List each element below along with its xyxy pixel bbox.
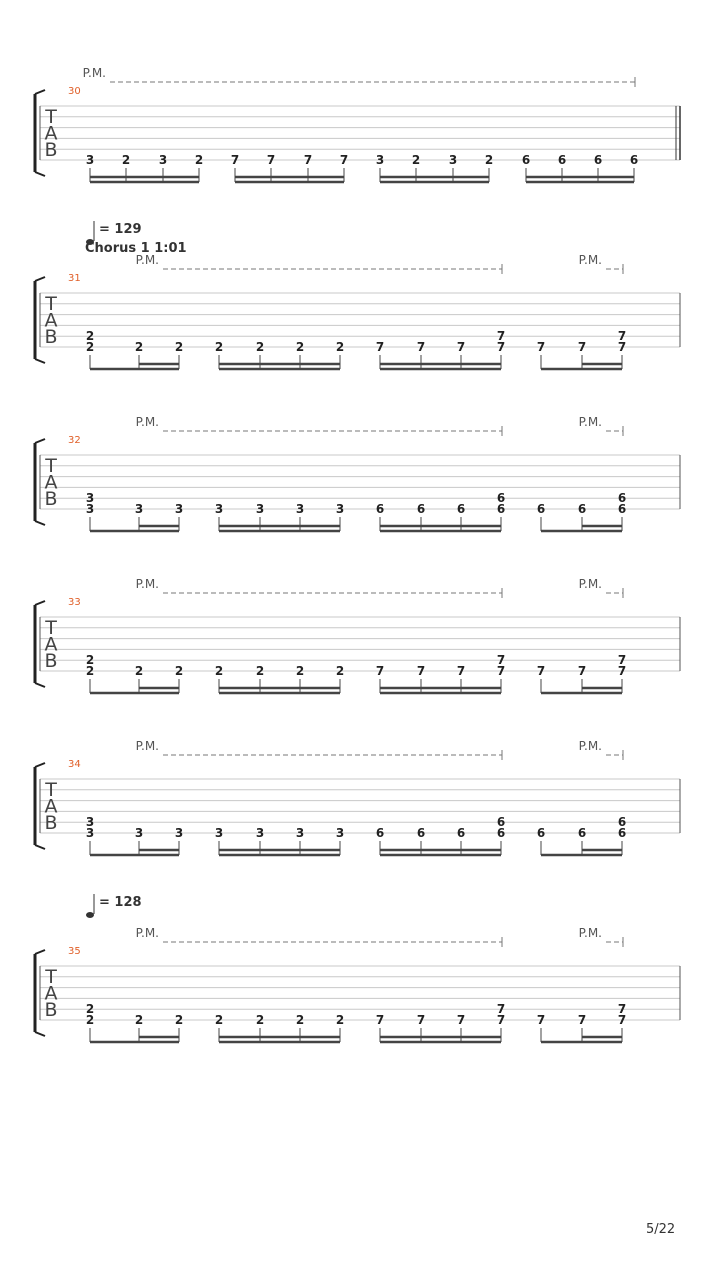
fret-number: 2 <box>134 1013 144 1027</box>
fret-number: 2 <box>255 664 265 678</box>
fret-number: 2 <box>214 664 224 678</box>
fret-number: 6 <box>375 502 385 516</box>
fret-number: 3 <box>85 815 95 829</box>
fret-number: 6 <box>496 815 506 829</box>
fret-number: 7 <box>536 1013 546 1027</box>
fret-number: 6 <box>617 491 627 505</box>
fret-number: 3 <box>85 502 95 516</box>
fret-number: 6 <box>496 826 506 840</box>
measure-number: 31 <box>68 273 81 284</box>
fret-number: 7 <box>617 1002 627 1016</box>
fret-number: 6 <box>577 502 587 516</box>
palm-mute-label: P.M. <box>578 739 602 753</box>
fret-number: 2 <box>335 664 345 678</box>
palm-mute-label: P.M. <box>578 415 602 429</box>
tab-system <box>35 221 680 369</box>
tempo-marking: = 128 <box>99 895 142 910</box>
tab-system <box>35 739 680 855</box>
fret-number: 7 <box>496 653 506 667</box>
fret-number: 2 <box>194 153 204 167</box>
palm-mute-label: P.M. <box>135 253 159 267</box>
fret-number: 3 <box>174 502 184 516</box>
fret-number: 3 <box>174 826 184 840</box>
fret-number: 6 <box>496 491 506 505</box>
fret-number: 7 <box>577 340 587 354</box>
bracket-top-hook <box>35 950 45 954</box>
fret-number: 2 <box>85 653 95 667</box>
fret-number: 2 <box>214 340 224 354</box>
bracket-top-hook <box>35 601 45 605</box>
fret-number: 6 <box>617 502 627 516</box>
fret-number: 7 <box>496 340 506 354</box>
fret-number: 3 <box>134 502 144 516</box>
fret-number: 6 <box>617 826 627 840</box>
palm-mute-label: P.M. <box>578 577 602 591</box>
bracket-bottom-hook <box>35 683 45 687</box>
fret-number: 2 <box>174 664 184 678</box>
fret-number: 2 <box>255 340 265 354</box>
fret-number: 7 <box>496 1002 506 1016</box>
fret-number: 7 <box>375 340 385 354</box>
tab-system <box>35 577 680 693</box>
bracket-bottom-hook <box>35 1032 45 1036</box>
measure-number: 35 <box>68 946 81 957</box>
fret-number: 6 <box>629 153 639 167</box>
fret-number: 2 <box>85 340 95 354</box>
fret-number: 7 <box>339 153 349 167</box>
fret-number: 2 <box>85 664 95 678</box>
fret-number: 7 <box>536 664 546 678</box>
tab-clef-letter: A <box>44 309 58 332</box>
fret-number: 3 <box>295 502 305 516</box>
fret-number: 6 <box>617 815 627 829</box>
tab-clef-letter: T <box>45 293 57 315</box>
fret-number: 2 <box>335 340 345 354</box>
fret-number: 2 <box>134 664 144 678</box>
fret-number: 6 <box>536 502 546 516</box>
measure-number: 30 <box>68 86 81 97</box>
tab-clef-letter: B <box>44 326 58 348</box>
fret-number: 2 <box>295 340 305 354</box>
fret-number: 2 <box>174 340 184 354</box>
tab-clef-letter: A <box>44 633 58 656</box>
fret-number: 2 <box>335 1013 345 1027</box>
fret-number: 7 <box>577 664 587 678</box>
tab-clef-letter: A <box>44 471 58 494</box>
fret-number: 6 <box>536 826 546 840</box>
fret-number: 2 <box>411 153 421 167</box>
tab-clef-letter: T <box>45 617 57 639</box>
fret-number: 2 <box>134 340 144 354</box>
fret-number: 7 <box>266 153 276 167</box>
fret-number: 7 <box>416 664 426 678</box>
bracket-bottom-hook <box>35 521 45 525</box>
palm-mute-label: P.M. <box>135 577 159 591</box>
fret-number: 7 <box>375 1013 385 1027</box>
fret-number: 3 <box>214 502 224 516</box>
fret-number: 6 <box>375 826 385 840</box>
fret-number: 7 <box>456 664 466 678</box>
fret-number: 2 <box>85 329 95 343</box>
tab-clef-letter: B <box>44 650 58 672</box>
fret-number: 7 <box>456 340 466 354</box>
fret-number: 2 <box>295 1013 305 1027</box>
fret-number: 6 <box>557 153 567 167</box>
palm-mute-label: P.M. <box>135 415 159 429</box>
fret-number: 7 <box>303 153 313 167</box>
palm-mute-label: P.M. <box>135 926 159 940</box>
bracket-top-hook <box>35 90 45 94</box>
fret-number: 6 <box>496 502 506 516</box>
fret-number: 6 <box>416 826 426 840</box>
fret-number: 6 <box>416 502 426 516</box>
fret-number: 2 <box>295 664 305 678</box>
page-number: 5/22 <box>646 1222 676 1237</box>
bracket-top-hook <box>35 763 45 767</box>
fret-number: 3 <box>85 491 95 505</box>
fret-number: 3 <box>335 826 345 840</box>
fret-number: 7 <box>617 329 627 343</box>
fret-number: 6 <box>521 153 531 167</box>
fret-number: 2 <box>174 1013 184 1027</box>
tab-system <box>35 894 680 1042</box>
fret-number: 3 <box>375 153 385 167</box>
measure-number: 34 <box>68 759 81 770</box>
tab-clef-letter: B <box>44 999 58 1021</box>
tempo-note-head <box>86 912 94 918</box>
measure-number: 33 <box>68 597 81 608</box>
palm-mute-label: P.M. <box>578 253 602 267</box>
fret-number: 7 <box>496 329 506 343</box>
fret-number: 3 <box>85 826 95 840</box>
bracket-bottom-hook <box>35 172 45 176</box>
fret-number: 7 <box>617 340 627 354</box>
fret-number: 2 <box>85 1013 95 1027</box>
fret-number: 3 <box>448 153 458 167</box>
palm-mute-label: P.M. <box>82 66 106 80</box>
fret-number: 7 <box>617 653 627 667</box>
fret-number: 3 <box>85 153 95 167</box>
fret-number: 7 <box>456 1013 466 1027</box>
fret-number: 6 <box>577 826 587 840</box>
tab-clef-letter: T <box>45 455 57 477</box>
fret-number: 2 <box>214 1013 224 1027</box>
fret-number: 3 <box>335 502 345 516</box>
bracket-bottom-hook <box>35 845 45 849</box>
tab-system <box>35 415 680 531</box>
tab-clef-letter: A <box>44 795 58 818</box>
fret-number: 2 <box>85 1002 95 1016</box>
bracket-top-hook <box>35 439 45 443</box>
tab-clef-letter: A <box>44 982 58 1005</box>
fret-number: 2 <box>255 1013 265 1027</box>
bracket-top-hook <box>35 277 45 281</box>
fret-number: 7 <box>617 1013 627 1027</box>
fret-number: 7 <box>416 340 426 354</box>
fret-number: 3 <box>214 826 224 840</box>
palm-mute-label: P.M. <box>135 739 159 753</box>
tab-clef-letter: B <box>44 812 58 834</box>
fret-number: 7 <box>617 664 627 678</box>
fret-number: 7 <box>496 664 506 678</box>
fret-number: 7 <box>536 340 546 354</box>
tab-clef-letter: B <box>44 488 58 510</box>
tab-clef-letter: A <box>44 122 58 145</box>
fret-number: 6 <box>456 502 466 516</box>
tab-clef-letter: B <box>44 139 58 161</box>
bracket-bottom-hook <box>35 359 45 363</box>
tab-system <box>35 66 680 182</box>
fret-number: 3 <box>255 502 265 516</box>
fret-number: 6 <box>593 153 603 167</box>
tab-clef-letter: T <box>45 106 57 128</box>
tab-clef-letter: T <box>45 779 57 801</box>
fret-number: 2 <box>484 153 494 167</box>
fret-number: 3 <box>255 826 265 840</box>
palm-mute-label: P.M. <box>578 926 602 940</box>
fret-number: 7 <box>496 1013 506 1027</box>
fret-number: 2 <box>121 153 131 167</box>
fret-number: 3 <box>295 826 305 840</box>
fret-number: 6 <box>456 826 466 840</box>
fret-number: 7 <box>416 1013 426 1027</box>
fret-number: 3 <box>158 153 168 167</box>
tempo-marking: = 129 <box>99 222 142 237</box>
tab-clef-letter: T <box>45 966 57 988</box>
section-marker: Chorus 1 1:01 <box>85 241 187 256</box>
fret-number: 7 <box>375 664 385 678</box>
fret-number: 7 <box>230 153 240 167</box>
fret-number: 3 <box>134 826 144 840</box>
fret-number: 7 <box>577 1013 587 1027</box>
measure-number: 32 <box>68 435 81 446</box>
